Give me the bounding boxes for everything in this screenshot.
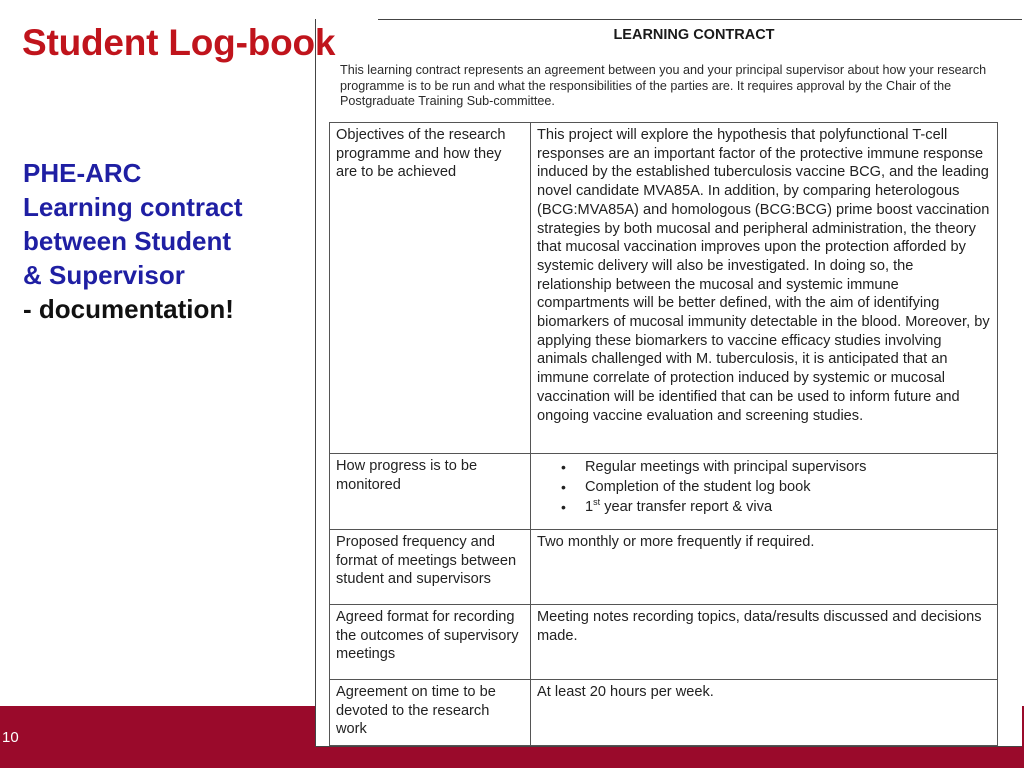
list-item [561, 457, 991, 477]
table-row [330, 530, 998, 605]
subtitle-line-emphasis: - documentation! [23, 294, 234, 324]
bullet-icon: • [561, 499, 566, 515]
table-row [330, 680, 998, 746]
subtitle-line: & Supervisor [23, 260, 185, 290]
row-value: This project will explore the hypothesis that polyfunctional T-cell responses are an important factor of the protective immune response induced by the established tuberculosis vaccine BCG, and the leading novel candidate MVA85A. In addition, by comparing heterologous (BCG:MVA85A) and homologous (BCG:BCG) prime boost vaccination strategies by both mucosal and peripheral administration, the theory that mucosal vaccination improves upon the protection afforded by systemic delivery will also be investigated. In doing so, the relationship between the mucosal and systemic immune compartments will be better defined, with the aim of identifying biomarkers of mucosal immunity detectable in the blood. Moreover, by applying these biomarkers to vaccine efficacy studies involving animals challenged with M. tuberculosis, it is anticipated that an immune correlate of protection induced by systemic or mucosal vaccination will be identified that can be used to inform future and ongoing vaccine evaluation and screening studies. [531, 123, 998, 454]
row-value: Meeting notes recording topics, data/results discussed and decisions made. [531, 605, 998, 680]
row-value [531, 454, 998, 530]
list-item [561, 497, 991, 517]
slide-subtitle [23, 156, 243, 326]
row-label: Proposed frequency and format of meetings between student and supervisors [330, 530, 531, 605]
contract-heading: LEARNING CONTRACT [613, 27, 775, 43]
table-row [330, 605, 998, 680]
row-value: At least 20 hours per week. [531, 680, 998, 746]
superscript: st [593, 497, 601, 507]
list-item-text: year transfer report & viva [600, 499, 773, 515]
bullet-icon: • [561, 459, 566, 475]
row-value: Two monthly or more frequently if required. [531, 530, 998, 605]
list-item-text: Regular meetings with principal supervisors [585, 459, 867, 475]
subtitle-line: between Student [23, 226, 232, 256]
table-row [330, 454, 998, 530]
learning-contract-scan [315, 19, 1022, 747]
list-item-text: 1 [585, 499, 594, 515]
page-number: 10 [2, 729, 19, 746]
row-label: Agreement on time to be devoted to the research work [330, 680, 531, 746]
row-label: How progress is to be monitored [330, 454, 531, 530]
subtitle-line: Learning contract [23, 192, 243, 222]
row-label: Agreed format for recording the outcomes of supervisory meetings [330, 605, 531, 680]
slide-title: Student Log-book [22, 22, 336, 63]
progress-bullet-list [537, 457, 991, 517]
list-item [561, 477, 991, 497]
list-item-text: Completion of the student log book [585, 479, 811, 495]
subtitle-line: PHE-ARC [23, 158, 142, 188]
bullet-icon: • [561, 479, 566, 495]
row-label: Objectives of the research programme and how they are to be achieved [330, 123, 531, 454]
table-row [330, 123, 998, 454]
contract-intro: This learning contract represents an agreement between you and your principal supervisor about how your research programme is to be run and what the responsibilities of the parties are. It requires approval by the Chair of the Postgraduate Training Sub-committee. [340, 63, 987, 108]
scan-border [378, 19, 1022, 20]
contract-table [329, 122, 998, 746]
